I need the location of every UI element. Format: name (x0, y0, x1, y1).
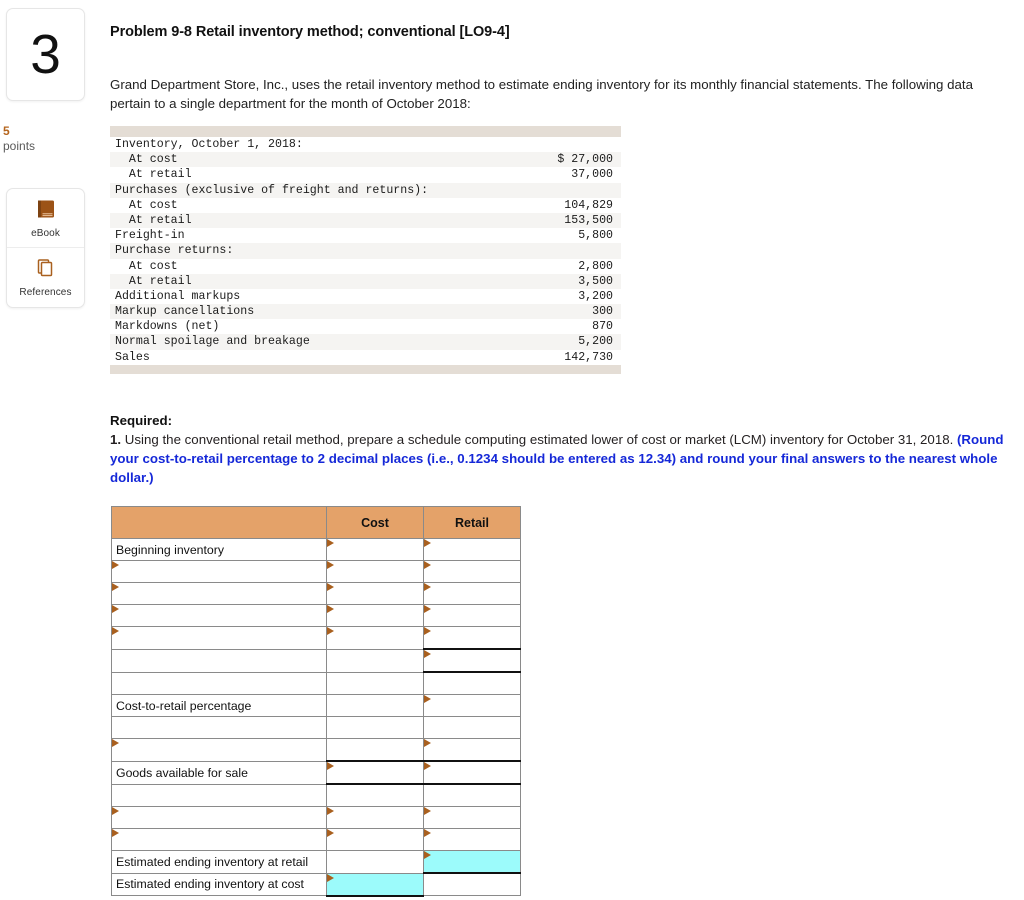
answer-cost-cell[interactable] (327, 873, 424, 896)
answer-retail-cell[interactable] (424, 672, 521, 695)
given-data-label: Inventory, October 1, 2018: (115, 138, 303, 151)
given-data-row (110, 334, 621, 349)
table-row (112, 717, 521, 739)
required-item-text: Using the conventional retail method, prepare a schedule computing estimated lower of cost or market (LCM) inventory for October 31, 2018. (121, 432, 957, 447)
dropdown-triangle-icon (112, 583, 119, 591)
given-data-label: Markup cancellations (115, 305, 255, 319)
answer-retail-cell[interactable] (424, 627, 521, 650)
given-data-label: Purchase returns: (115, 244, 234, 258)
dropdown-triangle-icon (327, 561, 334, 569)
given-data-value: 104,829 (564, 198, 613, 212)
dropdown-triangle-icon (112, 605, 119, 613)
answer-row-label (112, 788, 116, 802)
dropdown-triangle-icon (327, 539, 334, 547)
table-row (112, 561, 521, 583)
answer-description-cell[interactable] (112, 873, 327, 896)
required-block (110, 411, 1015, 487)
points-label: points (3, 139, 36, 153)
data-table-top-band (110, 126, 621, 137)
answer-cost-cell[interactable] (327, 695, 424, 717)
given-data-value: 300 (592, 305, 613, 319)
given-data-row (110, 350, 621, 365)
answer-cost-cell[interactable] (327, 717, 424, 739)
given-data-row (110, 137, 621, 152)
given-data-label: Markdowns (net) (115, 320, 220, 334)
given-data-row (110, 152, 621, 167)
header-retail: Retail (424, 507, 521, 539)
answer-row-label (112, 654, 116, 668)
dropdown-triangle-icon (424, 807, 431, 815)
given-data-label: At retail (115, 168, 192, 182)
answer-description-cell[interactable] (112, 695, 327, 717)
table-row (112, 851, 521, 874)
dropdown-triangle-icon (424, 695, 431, 703)
given-data-row (110, 319, 621, 334)
answer-cost-cell[interactable] (327, 784, 424, 807)
answer-cost-cell[interactable] (327, 561, 424, 583)
given-data-value: 3,500 (578, 274, 613, 288)
given-data-row (110, 289, 621, 304)
given-data-row (110, 167, 621, 182)
given-data-value: 3,200 (578, 289, 613, 303)
dropdown-triangle-icon (112, 627, 119, 635)
answer-description-cell[interactable] (112, 561, 327, 583)
answer-description-cell[interactable] (112, 717, 327, 739)
answer-description-cell[interactable] (112, 739, 327, 762)
table-row (112, 784, 521, 807)
header-cost: Cost (327, 507, 424, 539)
required-item (110, 430, 1015, 487)
dropdown-triangle-icon (424, 627, 431, 635)
answer-description-cell[interactable] (112, 761, 327, 784)
dropdown-triangle-icon (112, 739, 119, 747)
dropdown-triangle-icon (327, 874, 334, 882)
answer-schedule-table (111, 506, 521, 897)
book-icon (35, 198, 57, 225)
ebook-label: eBook (31, 227, 60, 239)
header-description (112, 507, 327, 539)
given-data-label: At cost (115, 198, 178, 212)
table-row (112, 739, 521, 762)
table-row (112, 761, 521, 784)
given-data-label: Normal spoilage and breakage (115, 335, 310, 349)
answer-row-label (112, 721, 116, 735)
table-row (112, 627, 521, 650)
answer-cost-cell[interactable] (327, 649, 424, 672)
given-data-label: At retail (115, 274, 192, 288)
question-number: 3 (30, 23, 61, 85)
dropdown-triangle-icon (327, 807, 334, 815)
required-heading: Required: (110, 413, 173, 428)
answer-description-cell[interactable] (112, 649, 327, 672)
given-data-row (110, 183, 621, 198)
dropdown-triangle-icon (112, 829, 119, 837)
given-data-label: At cost (115, 259, 178, 273)
dropdown-triangle-icon (327, 605, 334, 613)
table-row (112, 583, 521, 605)
answer-retail-cell[interactable] (424, 784, 521, 807)
table-row (112, 695, 521, 717)
answer-cost-cell[interactable] (327, 851, 424, 874)
given-data-label: Sales (115, 350, 150, 364)
problem-intro: Grand Department Store, Inc., uses the retail inventory method to estimate ending inventory for its monthly financial statements. The following data pertain to a single department for the month of October 2018: (110, 77, 974, 111)
data-table-bottom-band (110, 365, 621, 374)
required-rounding-note: (Round your cost-to-retail percentage to 2 decimal places (i.e., 0.1234 should be entered as 12.34) and round your final answers to the nearest whole dollar.) (110, 432, 1004, 485)
table-row (112, 807, 521, 829)
table-row (112, 649, 521, 672)
dropdown-triangle-icon (424, 539, 431, 547)
given-data-value: 2,800 (578, 259, 613, 273)
answer-retail-cell[interactable] (424, 695, 521, 717)
answer-retail-cell[interactable] (424, 739, 521, 762)
points-block (3, 124, 93, 154)
given-data-value: 142,730 (564, 350, 613, 364)
given-data-value: $ 27,000 (557, 153, 613, 167)
answer-description-cell[interactable] (112, 605, 327, 627)
answer-cost-cell[interactable] (327, 583, 424, 605)
given-data-row (110, 198, 621, 213)
dropdown-triangle-icon (327, 829, 334, 837)
answer-table-header-row (112, 507, 521, 539)
dropdown-triangle-icon (424, 650, 431, 658)
dropdown-triangle-icon (112, 561, 119, 569)
answer-retail-cell[interactable] (424, 761, 521, 784)
dropdown-triangle-icon (424, 561, 431, 569)
answer-cost-cell[interactable] (327, 829, 424, 851)
answer-description-cell[interactable] (112, 829, 327, 851)
answer-retail-cell[interactable] (424, 649, 521, 672)
table-row (112, 873, 521, 896)
dropdown-triangle-icon (424, 583, 431, 591)
answer-cost-cell[interactable] (327, 627, 424, 650)
points-value: 5 (3, 124, 10, 138)
dropdown-triangle-icon (424, 739, 431, 747)
given-data-value: 5,800 (578, 229, 613, 243)
dropdown-triangle-icon (424, 605, 431, 613)
dropdown-triangle-icon (424, 829, 431, 837)
answer-description-cell[interactable] (112, 784, 327, 807)
answer-retail-cell[interactable] (424, 717, 521, 739)
tools-panel (6, 188, 85, 308)
given-data-label: Additional markups (115, 289, 241, 303)
answer-description-cell[interactable] (112, 627, 327, 650)
answer-retail-cell[interactable] (424, 851, 521, 874)
answer-cost-cell[interactable] (327, 672, 424, 695)
page-title: Problem 9-8 Retail inventory method; conventional [LO9-4] (110, 24, 510, 40)
given-data-value: 870 (592, 320, 613, 334)
dropdown-triangle-icon (424, 762, 431, 770)
given-data-row (110, 213, 621, 228)
table-row (112, 672, 521, 695)
answer-description-cell[interactable] (112, 539, 327, 561)
given-data-row (110, 274, 621, 289)
answer-retail-cell[interactable] (424, 539, 521, 561)
answer-cost-cell[interactable] (327, 761, 424, 784)
given-data-row (110, 243, 621, 258)
given-data-value: 37,000 (571, 168, 613, 182)
pages-icon (35, 257, 57, 284)
answer-cost-cell[interactable] (327, 807, 424, 829)
given-data-label: Purchases (exclusive of freight and returns): (115, 183, 429, 197)
answer-row-label (112, 676, 116, 690)
given-data-row (110, 228, 621, 243)
dropdown-triangle-icon (327, 583, 334, 591)
references-label: References (19, 286, 72, 298)
answer-cost-cell[interactable] (327, 739, 424, 762)
given-data-label: At cost (115, 153, 178, 167)
answer-description-cell[interactable] (112, 583, 327, 605)
answer-description-cell[interactable] (112, 807, 327, 829)
left-rail (0, 0, 105, 900)
given-data-value: 5,200 (578, 335, 613, 349)
answer-retail-cell[interactable] (424, 605, 521, 627)
ebook-button[interactable] (7, 189, 84, 247)
table-row (112, 539, 521, 561)
answer-row-label: Cost-to-retail percentage (116, 698, 252, 713)
answer-cost-cell[interactable] (327, 539, 424, 561)
required-item-number: 1. (110, 432, 122, 447)
answer-row-label: Estimated ending inventory at cost (116, 877, 304, 892)
answer-retail-cell[interactable] (424, 807, 521, 829)
answer-retail-cell[interactable] (424, 829, 521, 851)
given-data-table (110, 126, 621, 374)
given-data-label: At retail (115, 213, 192, 227)
answer-cost-cell[interactable] (327, 605, 424, 627)
dropdown-triangle-icon (327, 627, 334, 635)
references-button[interactable] (7, 247, 84, 306)
answer-row-label: Goods available for sale (116, 765, 248, 780)
dropdown-triangle-icon (424, 851, 431, 859)
answer-retail-cell[interactable] (424, 561, 521, 583)
given-data-label: Freight-in (115, 229, 185, 243)
given-data-row (110, 259, 621, 274)
answer-retail-cell[interactable] (424, 873, 521, 896)
answer-description-cell[interactable] (112, 851, 327, 874)
given-data-value: 153,500 (564, 213, 613, 227)
answer-row-label: Estimated ending inventory at retail (116, 854, 309, 869)
table-row (112, 605, 521, 627)
table-row (112, 829, 521, 851)
given-data-row (110, 304, 621, 319)
question-number-box (6, 8, 85, 101)
answer-row-label: Beginning inventory (116, 542, 225, 557)
dropdown-triangle-icon (327, 762, 334, 770)
answer-description-cell[interactable] (112, 672, 327, 695)
dropdown-triangle-icon (112, 807, 119, 815)
answer-retail-cell[interactable] (424, 583, 521, 605)
